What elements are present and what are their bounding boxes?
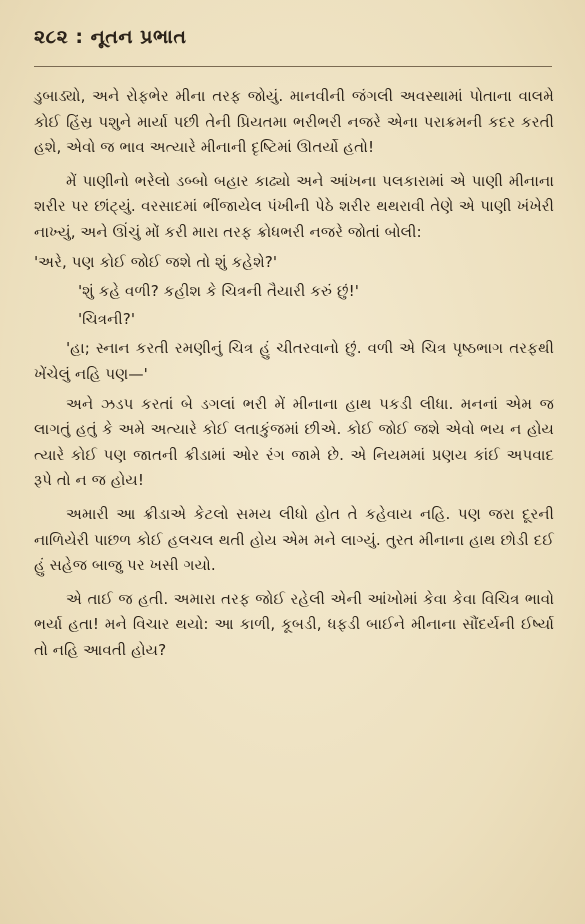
body-text [34,84,554,667]
dialogue-line: 'ચિત્રની?' [78,309,135,328]
dialogue-line: 'અરે, પણ કોઈ જોઈ જશે તો શું કહેશે?' [34,252,278,271]
paragraph: એ તાઈ જ હતી. અમારા તરફ જોઈ રહેલી એની આંખોમાં કેવા કેવા વિચિત્ર ભાવો ભર્યા હતા! મને વિચાર થયો: આ કાળી, કૂબડી, ધફડી બાઈને મીનાના સૌંદર્યની ઈર્ષ્યા તો નહિ આવતી હોય? [34,589,554,659]
paragraph: મેં પાણીનો ભરેલો ડબ્બો બહાર કાઢ્યો અને આંખના પલકારામાં એ પાણી મીનાના શરીર પર છાંટ્યું. વરસાદમાં ભીંજાયેલ પંખીની પેઠે શરીર થથરાવી તેણે એ પાણી ખંખેરી નાખ્યું, અને ઊંચું મોં કરી મારા તરફ ક્રોધભરી નજરે જોતાં બોલી: [34,171,554,241]
running-header [34,26,186,48]
paragraph: અમારી આ ક્રીડાએ કેટલો સમય લીધો હોત તે કહેવાય નહિ. પણ જરા દૂરની નાળિયેરી પાછળ કોઈ હલચલ થતી હોય એમ મને લાગ્યું. તુરત મીનાના હાથ છોડી દઈ હું સહેજ બાજુ પર ખસી ગયો. [34,504,554,575]
book-title: નૂતન પ્રભાત [90,26,187,48]
dialogue-line: 'હા; સ્નાન કરતી રમણીનું ચિત્ર હું ચીતરવાનો છું. વળી એ ચિત્ર પૃષ્ઠભાગ તરફથી ખેંચેલું નહિ પણ—' [34,339,554,383]
paragraph: ડુબાડ્યો, અને રોફભેર મીના તરફ જોયું. માનવીની જંગલી અવસ્થામાં પોતાના વાલમે કોઈ હિંસ્ર પશુને માર્યા પછી તેની પ્રિયતમા ભરીભરી નજરે એના પરાક્રમની કદર કરતી હશે, એવો જ ભાવ અત્યારે મીનાની દૃષ્ટિમાં ઊતર્યો હતો! [34,87,554,157]
dialogue-line: 'શું કહે વળી? કહીશ કે ચિત્રની તૈયારી કરું છું!' [78,282,359,301]
paragraph: અને ઝડપ કરતાં બે ડગલાં ભરી મેં મીનાના હાથ પકડી લીધા. મનનાં એમ જ લાગતું હતું કે અમે અત્યારે કોઈ લતાકુંજમાં છીએ. કોઈ જોઈ જશે એવો ભય ન હોય ત્યારે કોઈ પણ જાતની ક્રીડામાં ઓર રંગ જામે છે. એ નિયમમાં પ્રણય કાંઈ અપવાદ રૂપે તો ન જ હોય! [34,394,554,490]
header-separator: : [75,26,84,48]
header-rule [34,66,552,67]
page-number: ૨૮૨ [34,26,69,48]
